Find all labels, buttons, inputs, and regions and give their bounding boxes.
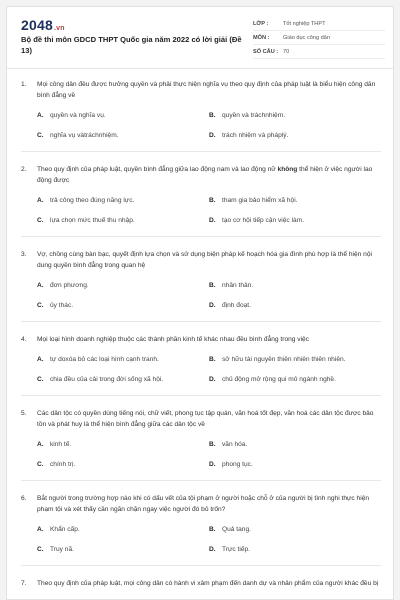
option-text: Trực tiếp. bbox=[222, 546, 250, 553]
document-meta bbox=[253, 17, 385, 59]
question-text bbox=[21, 164, 381, 186]
option-letter: C. bbox=[37, 217, 44, 224]
option-text: chia đều của cải trong đời sống xã hội. bbox=[50, 376, 164, 383]
option-text: Khẩn cấp. bbox=[50, 526, 80, 533]
answer-options bbox=[21, 281, 381, 311]
answer-option-d[interactable] bbox=[209, 301, 381, 311]
question-list bbox=[7, 79, 394, 589]
question-item bbox=[7, 408, 394, 481]
question-text bbox=[21, 334, 381, 345]
answer-option-c[interactable] bbox=[37, 301, 209, 311]
option-letter: D. bbox=[209, 376, 216, 383]
logo-suffix: .vn bbox=[53, 25, 65, 32]
answer-options bbox=[21, 440, 381, 470]
question-body: Các dân tộc có quyền dùng tiếng nói, chữ viết, phong tục tập quán, văn hoá tốt đẹp, văn hoá các dân tộc được bảo tồn và phát huy là thể hiện bình đẳng giữa các dân tộc về bbox=[37, 410, 374, 428]
answer-option-a[interactable] bbox=[37, 111, 209, 121]
answer-option-d[interactable] bbox=[209, 460, 381, 470]
question-item bbox=[7, 578, 394, 589]
option-letter: A. bbox=[37, 282, 44, 289]
option-letter: B. bbox=[209, 526, 216, 533]
document-title: Bộ đề thi môn GDCD THPT Quốc gia năm 2022 có lời giải (Đề 13) bbox=[21, 35, 242, 55]
answer-option-b[interactable] bbox=[209, 525, 381, 535]
answer-options bbox=[21, 196, 381, 226]
question-body: Mọi công dân đều được hưởng quyền và phải thực hiện nghĩa vụ theo quy định của pháp luật là biểu hiện công dân bình đẳng về bbox=[37, 81, 376, 99]
option-text: tạo cơ hội tiếp cận việc làm. bbox=[222, 217, 305, 224]
question-item bbox=[7, 79, 394, 152]
meta-row-count bbox=[253, 45, 385, 59]
meta-value: 70 bbox=[283, 48, 290, 55]
answer-option-b[interactable] bbox=[209, 196, 381, 206]
divider bbox=[21, 236, 381, 237]
question-number: 2. bbox=[21, 166, 27, 173]
answer-option-a[interactable] bbox=[37, 355, 209, 365]
meta-key: LỚP : bbox=[253, 20, 269, 27]
meta-key: SỐ CÂU : bbox=[253, 48, 279, 55]
option-text: phong tục. bbox=[222, 461, 253, 468]
answer-options bbox=[21, 355, 381, 385]
option-letter: D. bbox=[209, 302, 216, 309]
meta-row-subject bbox=[253, 31, 385, 45]
answer-options bbox=[21, 525, 381, 555]
question-text bbox=[21, 79, 381, 101]
logo-text: 2048 bbox=[21, 17, 53, 33]
question-item bbox=[7, 493, 394, 566]
document-page bbox=[6, 6, 394, 600]
option-letter: B. bbox=[209, 112, 216, 119]
option-letter: A. bbox=[37, 441, 44, 448]
question-body bbox=[37, 164, 381, 186]
option-text: sở hữu tài nguyên thiên nhiên thiên nhiên. bbox=[222, 356, 346, 363]
question-number: 4. bbox=[21, 336, 27, 343]
option-letter: D. bbox=[209, 546, 216, 553]
option-text: Quả tang. bbox=[222, 526, 251, 533]
question-number: 3. bbox=[21, 251, 27, 258]
answer-option-b[interactable] bbox=[209, 440, 381, 450]
option-letter: B. bbox=[209, 441, 216, 448]
option-letter: D. bbox=[209, 217, 216, 224]
answer-option-c[interactable] bbox=[37, 375, 209, 385]
question-item bbox=[7, 249, 394, 322]
option-text: Truy nã. bbox=[50, 546, 74, 553]
option-text: chính trị. bbox=[50, 461, 76, 468]
question-body: Theo quy định của pháp luật, mọi công dân có hành vi xâm phạm đến danh dự và nhân phẩm của người khác đều bị bbox=[37, 580, 379, 587]
question-text bbox=[21, 493, 381, 515]
divider bbox=[21, 321, 381, 322]
option-text: quyền và nghĩa vụ. bbox=[50, 112, 106, 119]
question-number: 5. bbox=[21, 410, 27, 417]
site-logo[interactable] bbox=[21, 17, 65, 33]
option-text: trả công theo đúng năng lực. bbox=[50, 197, 135, 204]
answer-option-a[interactable] bbox=[37, 196, 209, 206]
option-text: nhân thân. bbox=[222, 282, 254, 289]
option-text: văn hóa. bbox=[222, 441, 248, 448]
option-letter: C. bbox=[37, 461, 44, 468]
answer-option-b[interactable] bbox=[209, 111, 381, 121]
option-text: trách nhiệm và pháplý. bbox=[222, 132, 289, 139]
option-letter: C. bbox=[37, 302, 44, 309]
meta-value: Giáo dục công dân bbox=[283, 34, 330, 41]
divider bbox=[21, 151, 381, 152]
divider bbox=[21, 565, 381, 566]
option-text: chủ động mở rộng qui mô ngành nghề. bbox=[222, 376, 336, 383]
meta-value: Tốt nghiệp THPT bbox=[283, 20, 326, 27]
option-letter: D. bbox=[209, 461, 216, 468]
question-emphasis: không bbox=[277, 166, 298, 173]
option-text: nghĩa vụ vàtráchnhiệm. bbox=[50, 132, 119, 139]
answer-option-a[interactable] bbox=[37, 525, 209, 535]
question-text-part: Theo quy định của pháp luật, quyền bình đẳng giữa lao động nam và lao động nữ bbox=[37, 166, 278, 173]
option-letter: B. bbox=[209, 282, 216, 289]
option-letter: D. bbox=[209, 132, 216, 139]
option-text: đơn phương. bbox=[50, 282, 89, 289]
answer-option-c[interactable] bbox=[37, 460, 209, 470]
option-text: ủy thác. bbox=[50, 302, 74, 309]
option-text: quyền và tráchnhiệm. bbox=[222, 112, 286, 119]
option-letter: C. bbox=[37, 376, 44, 383]
option-letter: C. bbox=[37, 546, 44, 553]
question-body: Bắt người trong trường hợp nào khi có dấu vết của tội phạm ở người hoặc chỗ ở của người bị tình nghi thực hiện phạm tội và xét thấy cần ngăn chặn ngay việc người đó bỏ trốn? bbox=[37, 495, 370, 513]
answer-option-a[interactable] bbox=[37, 440, 209, 450]
question-text bbox=[21, 249, 381, 271]
divider bbox=[21, 480, 381, 481]
question-body: Mọi loại hình doanh nghiệp thuộc các thành phần kinh tế khác nhau đều bình đẳng trong việc bbox=[37, 336, 310, 343]
question-item bbox=[7, 164, 394, 237]
divider bbox=[21, 395, 381, 396]
answer-option-b[interactable] bbox=[209, 355, 381, 365]
option-text: tham gia bảo hiểm xã hội. bbox=[222, 197, 298, 204]
question-item bbox=[7, 334, 394, 396]
question-text bbox=[21, 578, 381, 589]
option-letter: A. bbox=[37, 112, 44, 119]
meta-row-class bbox=[253, 17, 385, 31]
question-text-part: thể hiện ở việc người lao động được bbox=[37, 166, 373, 184]
answer-option-b[interactable] bbox=[209, 281, 381, 291]
question-text bbox=[21, 408, 381, 430]
meta-key: MÔN : bbox=[253, 34, 270, 41]
answer-option-c[interactable] bbox=[37, 545, 209, 555]
question-number: 6. bbox=[21, 495, 27, 502]
answer-option-d[interactable] bbox=[209, 131, 381, 141]
option-text: định đoạt. bbox=[222, 302, 251, 309]
option-text: tự doxóa bỏ các loại hình cạnh tranh. bbox=[50, 356, 159, 363]
option-letter: A. bbox=[37, 356, 44, 363]
question-number: 1. bbox=[21, 81, 27, 88]
option-letter: C. bbox=[37, 132, 44, 139]
question-number: 7. bbox=[21, 580, 27, 587]
document-header bbox=[7, 7, 393, 69]
answer-option-d[interactable] bbox=[209, 545, 381, 555]
question-body: Vợ, chồng cùng bàn bạc, quyết định lựa chọn và sử dụng biện pháp kế hoạch hóa gia đình phù hợp là thể hiện nội dung quyền bình đẳng trong quan hệ bbox=[37, 251, 372, 269]
option-letter: B. bbox=[209, 197, 216, 204]
answer-option-d[interactable] bbox=[209, 375, 381, 385]
option-letter: A. bbox=[37, 197, 44, 204]
option-text: kinh tế. bbox=[50, 441, 72, 448]
option-letter: B. bbox=[209, 356, 216, 363]
option-letter: A. bbox=[37, 526, 44, 533]
answer-option-c[interactable] bbox=[37, 131, 209, 141]
option-text: lựa chọn mức thuế thu nhập. bbox=[50, 217, 135, 224]
answer-option-a[interactable] bbox=[37, 281, 209, 291]
answer-option-d[interactable] bbox=[209, 216, 381, 226]
answer-option-c[interactable] bbox=[37, 216, 209, 226]
answer-options bbox=[21, 111, 381, 141]
